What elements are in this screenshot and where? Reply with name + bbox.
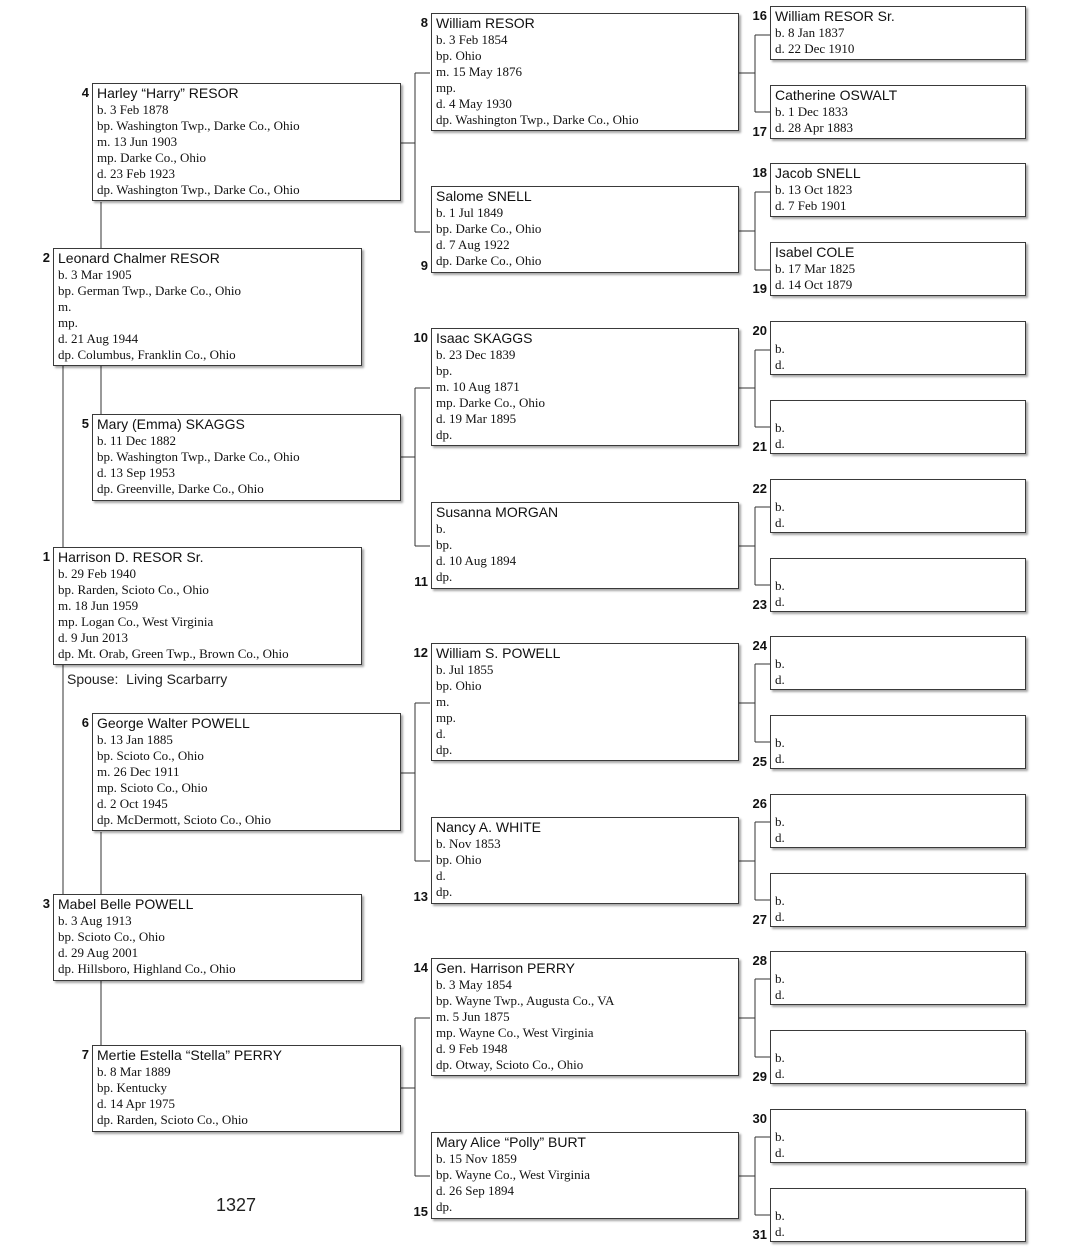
person-detail-line: d. — [775, 436, 785, 451]
person-detail-line: d. 28 Apr 1883 — [775, 120, 853, 135]
person-detail-line: mp. — [436, 710, 456, 725]
person-detail-line: bp. Darke Co., Ohio — [436, 221, 542, 236]
person-name: Mary (Emma) SKAGGS — [97, 416, 245, 432]
connector-8 — [738, 35, 770, 112]
person-detail-line: b. — [775, 1050, 785, 1065]
person-number-24: 24 — [752, 638, 767, 653]
person-name: Isaac SKAGGS — [436, 330, 533, 346]
person-box-4 — [92, 83, 401, 201]
person-number-23: 23 — [752, 597, 767, 612]
person-detail-line: d. 14 Oct 1879 — [775, 277, 853, 292]
person-name — [775, 1190, 1021, 1208]
person-detail-line: dp. — [436, 1199, 453, 1214]
person-name: Susanna MORGAN — [436, 504, 559, 520]
person-number-26: 26 — [752, 796, 767, 811]
person-detail-line: dp. Hillsboro, Highland Co., Ohio — [58, 961, 236, 976]
connector-13 — [738, 822, 770, 900]
person-number-15: 15 — [413, 1204, 428, 1219]
page-number: 1327 — [216, 1195, 257, 1215]
spouse-label: Spouse: — [67, 671, 119, 687]
person-number-10: 10 — [413, 330, 428, 345]
person-detail-line: b. — [775, 656, 785, 671]
person-detail-line: bp. Wayne Twp., Augusta Co., VA — [436, 993, 615, 1008]
person-detail-line: d. — [775, 909, 785, 924]
person-detail-line: d. 9 Feb 1948 — [436, 1041, 508, 1056]
person-name: William S. POWELL — [436, 645, 561, 661]
person-detail-line: m. — [436, 694, 450, 709]
person-detail-line: b. Nov 1853 — [436, 836, 501, 851]
person-detail-line: d. 21 Aug 1944 — [58, 331, 139, 346]
person-detail-line: bp. Wayne Co., West Virginia — [436, 1167, 590, 1182]
person-box-20 — [770, 321, 1026, 375]
person-detail-line: b. — [775, 420, 785, 435]
person-box-17 — [770, 85, 1026, 139]
person-name — [775, 796, 1021, 814]
person-name: Catherine OSWALT — [775, 87, 898, 103]
person-detail-line: d. 14 Apr 1975 — [97, 1096, 175, 1111]
person-detail-line: dp. — [436, 884, 453, 899]
person-detail-line: b. 8 Mar 1889 — [97, 1064, 171, 1079]
person-name: William RESOR — [436, 15, 535, 31]
person-detail-line: dp. McDermott, Scioto Co., Ohio — [97, 812, 272, 827]
connector-15 — [738, 1137, 770, 1215]
person-number-14: 14 — [413, 960, 428, 975]
person-name — [775, 402, 1021, 420]
person-box-5 — [92, 414, 401, 501]
person-name: Mary Alice “Polly” BURT — [436, 1134, 586, 1150]
person-box-30 — [770, 1109, 1026, 1163]
person-detail-line: d. — [775, 515, 785, 530]
person-name: Nancy A. WHITE — [436, 819, 542, 835]
person-box-21 — [770, 400, 1026, 454]
person-name — [775, 323, 1021, 341]
person-box-1 — [53, 547, 362, 665]
person-detail-line: mp. Darke Co., Ohio — [97, 150, 207, 165]
person-detail-line: bp. Scioto Co., Ohio — [58, 929, 165, 944]
person-box-23 — [770, 558, 1026, 612]
person-detail-line: bp. Ohio — [436, 852, 482, 867]
person-number-31: 31 — [752, 1227, 767, 1242]
person-detail-line: d. 29 Aug 2001 — [58, 945, 139, 960]
person-detail-line: m. 18 Jun 1959 — [58, 598, 139, 613]
person-detail-line: b. 1 Jul 1849 — [436, 205, 504, 220]
spouse-line — [67, 671, 227, 687]
person-detail-line: b. — [775, 893, 785, 908]
person-detail-line: bp. German Twp., Darke Co., Ohio — [58, 283, 241, 298]
person-box-7 — [92, 1045, 401, 1132]
person-number-29: 29 — [752, 1069, 767, 1084]
person-detail-line: b. 29 Feb 1940 — [58, 566, 136, 581]
person-detail-line: m. 10 Aug 1871 — [436, 379, 520, 394]
person-number-22: 22 — [752, 481, 767, 496]
person-number-9: 9 — [420, 258, 428, 273]
person-name: Harrison D. RESOR Sr. — [58, 549, 204, 565]
person-detail-line: bp. Washington Twp., Darke Co., Ohio — [97, 118, 300, 133]
person-name: William RESOR Sr. — [775, 8, 895, 24]
person-detail-line: b. — [775, 735, 785, 750]
person-detail-line: b. 1 Dec 1833 — [775, 104, 848, 119]
person-detail-line: mp. — [436, 80, 456, 95]
person-number-25: 25 — [752, 754, 767, 769]
person-detail-line: dp. — [436, 569, 453, 584]
person-detail-line: b. — [775, 499, 785, 514]
person-name: Leonard Chalmer RESOR — [58, 250, 220, 266]
person-detail-line: d. 7 Aug 1922 — [436, 237, 510, 252]
person-detail-line: d. — [436, 726, 446, 741]
person-detail-line: mp. Logan Co., West Virginia — [58, 614, 214, 629]
person-detail-line: dp. Columbus, Franklin Co., Ohio — [58, 347, 236, 362]
person-number-1: 1 — [42, 549, 50, 564]
person-detail-line: mp. Darke Co., Ohio — [436, 395, 546, 410]
person-detail-line: d. 26 Sep 1894 — [436, 1183, 514, 1198]
person-number-2: 2 — [42, 250, 50, 265]
person-detail-line: b. 23 Dec 1839 — [436, 347, 516, 362]
person-detail-line: d. 9 Jun 2013 — [58, 630, 129, 645]
person-detail-line: mp. Scioto Co., Ohio — [97, 780, 208, 795]
person-detail-line: d. — [775, 987, 785, 1002]
person-detail-line: b. 3 Aug 1913 — [58, 913, 132, 928]
person-detail-line: b. 3 May 1854 — [436, 977, 512, 992]
person-detail-line: bp. Scioto Co., Ohio — [97, 748, 204, 763]
person-box-29 — [770, 1030, 1026, 1084]
person-name — [775, 560, 1021, 578]
connector-7 — [400, 1018, 430, 1176]
person-detail-line: b. 15 Nov 1859 — [436, 1151, 517, 1166]
person-detail-line: d. 10 Aug 1894 — [436, 553, 517, 568]
connector-6 — [400, 703, 430, 861]
person-detail-line: b. 13 Jan 1885 — [97, 732, 173, 747]
person-detail-line: d. — [775, 1224, 785, 1239]
person-detail-line: b. — [775, 341, 785, 356]
person-detail-line: b. — [436, 521, 446, 536]
person-box-15 — [431, 1132, 739, 1219]
connector-5 — [400, 388, 430, 546]
person-box-26 — [770, 794, 1026, 848]
person-detail-line: dp. Washington Twp., Darke Co., Ohio — [436, 112, 639, 127]
person-detail-line: d. — [775, 751, 785, 766]
person-detail-line: dp. Mt. Orab, Green Twp., Brown Co., Ohio — [58, 646, 289, 661]
person-box-24 — [770, 636, 1026, 690]
person-detail-line: b. — [775, 578, 785, 593]
person-name — [775, 953, 1021, 971]
person-number-17: 17 — [752, 124, 767, 139]
person-detail-line: d. 19 Mar 1895 — [436, 411, 517, 426]
person-detail-line: m. 26 Dec 1911 — [97, 764, 180, 779]
person-name — [775, 481, 1021, 499]
person-detail-line: b. — [775, 971, 785, 986]
person-number-7: 7 — [81, 1047, 89, 1062]
person-detail-line: dp. — [436, 427, 453, 442]
person-box-22 — [770, 479, 1026, 533]
person-detail-line: m. — [58, 299, 72, 314]
person-detail-line: bp. Rarden, Scioto Co., Ohio — [58, 582, 209, 597]
person-detail-line: b. 3 Feb 1854 — [436, 32, 508, 47]
person-number-28: 28 — [752, 953, 767, 968]
person-box-2 — [53, 248, 362, 366]
person-box-6 — [92, 713, 401, 831]
person-box-27 — [770, 873, 1026, 927]
person-number-20: 20 — [752, 323, 767, 338]
person-number-12: 12 — [413, 645, 428, 660]
person-number-27: 27 — [752, 912, 767, 927]
person-name: Salome SNELL — [436, 188, 532, 204]
person-number-19: 19 — [752, 281, 767, 296]
person-detail-line: b. Jul 1855 — [436, 662, 494, 677]
person-detail-line: m. 15 May 1876 — [436, 64, 522, 79]
person-detail-line: m. 5 Jun 1875 — [436, 1009, 510, 1024]
person-detail-line: d. 13 Sep 1953 — [97, 465, 175, 480]
person-name: George Walter POWELL — [97, 715, 250, 731]
person-detail-line: b. — [775, 1208, 785, 1223]
person-number-8: 8 — [420, 15, 428, 30]
person-detail-line: b. 8 Jan 1837 — [775, 25, 845, 40]
person-box-18 — [770, 163, 1026, 217]
person-number-16: 16 — [752, 8, 767, 23]
person-number-4: 4 — [81, 85, 89, 100]
person-detail-line: dp. — [436, 742, 453, 757]
person-number-21: 21 — [752, 439, 767, 454]
person-detail-line: b. 3 Mar 1905 — [58, 267, 132, 282]
person-box-9 — [431, 186, 739, 273]
person-box-28 — [770, 951, 1026, 1005]
connector-11 — [738, 507, 770, 585]
person-detail-line: bp. — [436, 537, 453, 552]
person-detail-line: d. — [775, 1066, 785, 1081]
person-detail-line: b. — [775, 814, 785, 829]
person-detail-line: bp. Ohio — [436, 678, 482, 693]
person-detail-line: m. 13 Jun 1903 — [97, 134, 178, 149]
spouse-name: Living Scarbarry — [126, 671, 228, 687]
person-detail-line: bp. Washington Twp., Darke Co., Ohio — [97, 449, 300, 464]
person-detail-line: d. 22 Dec 1910 — [775, 41, 855, 56]
person-number-13: 13 — [413, 889, 428, 904]
person-detail-line: b. 17 Mar 1825 — [775, 261, 856, 276]
connector-4 — [400, 73, 430, 232]
person-detail-line: dp. Otway, Scioto Co., Ohio — [436, 1057, 584, 1072]
person-detail-line: d. — [436, 868, 446, 883]
person-box-8 — [431, 13, 739, 131]
person-detail-line: d. 2 Oct 1945 — [97, 796, 168, 811]
person-detail-line: mp. Wayne Co., West Virginia — [436, 1025, 594, 1040]
connector-14 — [738, 979, 770, 1057]
person-detail-line: b. 3 Feb 1878 — [97, 102, 169, 117]
person-detail-line: d. 23 Feb 1923 — [97, 166, 175, 181]
person-name — [775, 1032, 1021, 1050]
person-box-31 — [770, 1188, 1026, 1242]
person-number-18: 18 — [752, 165, 767, 180]
person-detail-line: bp. — [436, 363, 453, 378]
person-name: Isabel COLE — [775, 244, 855, 260]
person-detail-line: dp. Greenville, Darke Co., Ohio — [97, 481, 264, 496]
person-detail-line: d. — [775, 594, 785, 609]
person-detail-line: b. — [775, 1129, 785, 1144]
person-name: Mabel Belle POWELL — [58, 896, 194, 912]
person-detail-line: d. — [775, 357, 785, 372]
person-detail-line: b. 11 Dec 1882 — [97, 433, 176, 448]
person-detail-line: dp. Rarden, Scioto Co., Ohio — [97, 1112, 248, 1127]
person-number-5: 5 — [81, 416, 89, 431]
person-detail-line: bp. Kentucky — [97, 1080, 168, 1095]
person-name: Mertie Estella “Stella” PERRY — [97, 1047, 282, 1063]
person-detail-line: d. 4 May 1930 — [436, 96, 512, 111]
person-detail-line: b. 13 Oct 1823 — [775, 182, 853, 197]
person-box-14 — [431, 958, 739, 1076]
person-box-11 — [431, 502, 739, 589]
connector-9 — [738, 192, 770, 270]
person-name: Jacob SNELL — [775, 165, 861, 181]
person-detail-line: mp. — [58, 315, 78, 330]
person-box-10 — [431, 328, 739, 446]
person-number-6: 6 — [81, 715, 89, 730]
person-box-25 — [770, 715, 1026, 769]
person-name — [775, 875, 1021, 893]
person-detail-line: d. — [775, 830, 785, 845]
person-number-30: 30 — [752, 1111, 767, 1126]
person-detail-line: bp. Ohio — [436, 48, 482, 63]
person-detail-line: d. — [775, 1145, 785, 1160]
person-detail-line: dp. Darke Co., Ohio — [436, 253, 542, 268]
person-box-16 — [770, 6, 1026, 60]
person-box-19 — [770, 242, 1026, 296]
person-box-3 — [53, 894, 362, 981]
person-box-13 — [431, 817, 739, 904]
person-detail-line: d. 7 Feb 1901 — [775, 198, 847, 213]
person-number-3: 3 — [42, 896, 50, 911]
person-name — [775, 638, 1021, 656]
person-name: Gen. Harrison PERRY — [436, 960, 576, 976]
person-detail-line: d. — [775, 672, 785, 687]
person-box-12 — [431, 643, 739, 761]
person-detail-line: dp. Washington Twp., Darke Co., Ohio — [97, 182, 300, 197]
person-name — [775, 1111, 1021, 1129]
connector-10 — [738, 350, 770, 427]
connector-12 — [738, 664, 770, 742]
person-number-11: 11 — [414, 574, 428, 589]
person-name — [775, 717, 1021, 735]
person-name: Harley “Harry” RESOR — [97, 85, 239, 101]
